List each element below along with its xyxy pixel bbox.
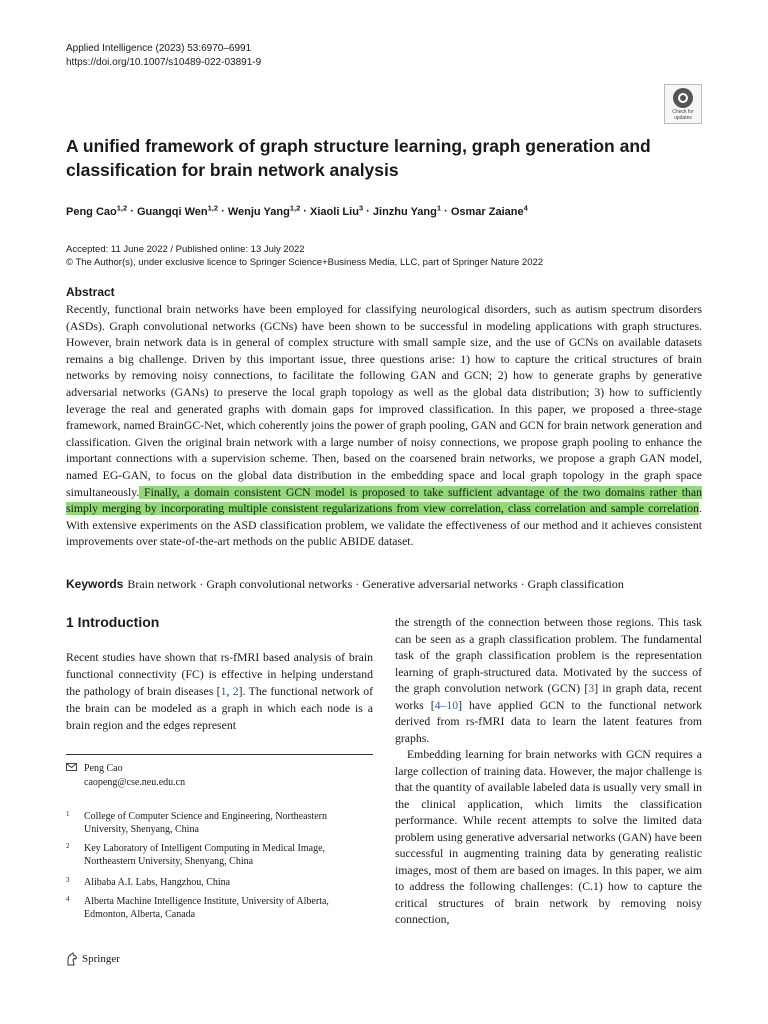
affiliation-number: 2: [66, 842, 70, 850]
author[interactable]: Wenju Yang$^{1,2}$: [227, 203, 301, 218]
corresponding-email[interactable]: caopeng@cse.neu.edu.cn: [84, 777, 186, 788]
affiliation: [66, 842, 366, 868]
abstract-text: Recently, functional brain networks have been employed for classifying neurological disorders, such as autism spectrum disorders (ASDs). Graph convolutional networks (GCNs) have been shown to be successful in modeling applications with graph structures. However, brain network data is in general of complex structure with small sample size, and the use of GCNs on available datasets remains a big challenge. Driven by this important issue, three questions arise: 1) how to capture the critical structures of brain networks by removing noisy connections, to facilitate the following GAN and GCN; 2) how to generate graphs by generative adversarial networks (GANs) to preserve the local graph topology as well as the global data distribution; 3) how to sufficiently leverage the real and generated graphs with domain gaps for improved classification. In this paper, we proposed a three-stage framework, named BrainGC-Net, which coherently joins the power of graph pooling, GAN and GCN for brain network generation and classification. Given the original brain network with a large number of noisy connections, we propose graph pooling to enhance the important connections with a supervision scheme. Then, based on the coarsened brain networks, we propose a graph GAN model, named EG-GAN, to focus on the global data distribution in the embedding space and local graph topology in the graph space simultaneously. Finally, a domain consistent GCN model is proposed to take sufficient advantage of the two domains rather than simply merging by incorporating multiple consistent regularizations from view correlation, class correlation and sample correlation. With extensive experiments on the ASD classification problem, we validate the effectiveness of our method and it achieves consistent improvements over state-of-the-art methods on the public ABIDE dataset.: [66, 303, 702, 549]
keywords-list: Brain network · Graph convolutional networks · Generative adversarial networks · Graph classification: [127, 577, 624, 591]
copyright-notice: © The Author(s), under exclusive licence to Springer Science+Business Media, LLC, part of Springer Nature 2022: [66, 257, 544, 268]
author[interactable]: Jinzhu Yang$^1$: [372, 203, 442, 218]
affiliation-text: Alberta Machine Intelligence Institute, University of Alberta, Edmonton, Alberta, Canada: [84, 896, 329, 920]
citation-link[interactable]: 3: [588, 682, 595, 695]
publisher-name: Springer: [82, 953, 120, 965]
author-separator: ·: [300, 205, 311, 218]
affiliation: [66, 876, 366, 889]
affiliation-number: 1: [66, 810, 70, 818]
author-list: [66, 203, 528, 218]
doi-link[interactable]: https://doi.org/10.1007/s10489-022-03891-9: [66, 57, 262, 68]
badge-line2: updates: [674, 115, 692, 121]
affiliation-text: Alibaba A.I. Labs, Hangzhou, China: [84, 877, 231, 888]
paragraph: Embedding learning for brain networks with GCN requires a large collection of training data. However, the major challenge is that the quantity of available labeled data is usually very small in the clinical application, which limits the classification performance. While recent attempts to solve the limited data problem using generative adversarial networks (GAN) have been successful in augmenting training data by generating realistic images, most of them are based on images. In this paper, we aim to address the following challenges: (C.1) how to capture the critical structures of brain network by removing noisy connection,: [395, 748, 702, 926]
journal-citation: Applied Intelligence (2023) 53:6970–6991: [66, 43, 252, 54]
affiliation-text: College of Computer Science and Engineering, Northeastern University, Shenyang, China: [84, 811, 327, 835]
affiliation-text: Key Laboratory of Intelligent Computing in Medical Image, Northeastern University, Shenyang, China: [84, 843, 326, 867]
citation-link[interactable]: 2: [232, 685, 239, 698]
affiliation: [66, 895, 366, 921]
keywords: [66, 577, 706, 592]
author-separator: ·: [441, 205, 451, 218]
author-separator: ·: [363, 205, 373, 218]
publication-dates: [66, 243, 543, 269]
corresponding-author: [66, 762, 185, 790]
paper-title: A unified framework of graph structure learning, graph generation and classification for brain network analysis: [66, 136, 651, 180]
section-heading-introduction: 1 Introduction: [66, 614, 160, 630]
right-column: [395, 615, 702, 929]
affiliation-number: 3: [66, 876, 70, 884]
author[interactable]: Peng Cao$^{1,2}$: [66, 203, 128, 218]
abstract-heading: Abstract: [66, 285, 115, 299]
author[interactable]: Guangqi Wen$^{1,2}$: [136, 203, 219, 218]
author-separator: ·: [218, 205, 228, 218]
badge-line1: Check for: [672, 109, 694, 115]
affiliation: [66, 810, 366, 836]
check-for-updates-icon: [673, 88, 693, 108]
author-separator: ·: [127, 205, 137, 218]
author[interactable]: Osmar Zaiane$^4$: [450, 203, 528, 218]
journal-info: [66, 42, 261, 70]
intro-paragraph: Recent studies have shown that rs-fMRI based analysis of brain functional connectivity (FC) is effective in helping understand the pathology of brain diseases [1, 2]. The functional network of the brain can be modeled as a graph in which each node is a brain region and the edges represent: [66, 651, 373, 732]
corresponding-name: Peng Cao: [84, 763, 123, 774]
highlighted-text: Finally, a domain consistent GCN model is proposed to take sufficient advantage of the two domains rather than simply merging by incorporating multiple consistent regularizations from view correlation, class correlation and sample correlation: [66, 485, 702, 516]
paragraph: the strength of the connection between those regions. This task can be seen as a graph classification problem. The fundamental task of the graph classification problem is the representation learning of graph-structured data. Motivated by the success of the graph convolution network (GCN) [3] in graph data, recent works [4–10] have applied GCN to the functional network derived from rs-fMRI data to learn the latent features from graphs.: [395, 616, 703, 745]
citation-link[interactable]: 1: [220, 685, 227, 698]
springer-horse-icon: [66, 952, 78, 966]
accepted-published: Accepted: 11 June 2022 / Published online: 13 July 2022: [66, 244, 305, 255]
affiliation-number: 4: [66, 895, 70, 903]
publisher-logo: [66, 952, 120, 966]
check-for-updates-badge[interactable]: [664, 84, 702, 124]
envelope-icon: [66, 762, 84, 776]
citation-link[interactable]: 4–10: [434, 698, 459, 712]
footnote-divider: [66, 754, 373, 755]
author[interactable]: Xiaoli Liu$^3$: [310, 203, 364, 218]
keywords-label: Keywords: [66, 577, 124, 591]
